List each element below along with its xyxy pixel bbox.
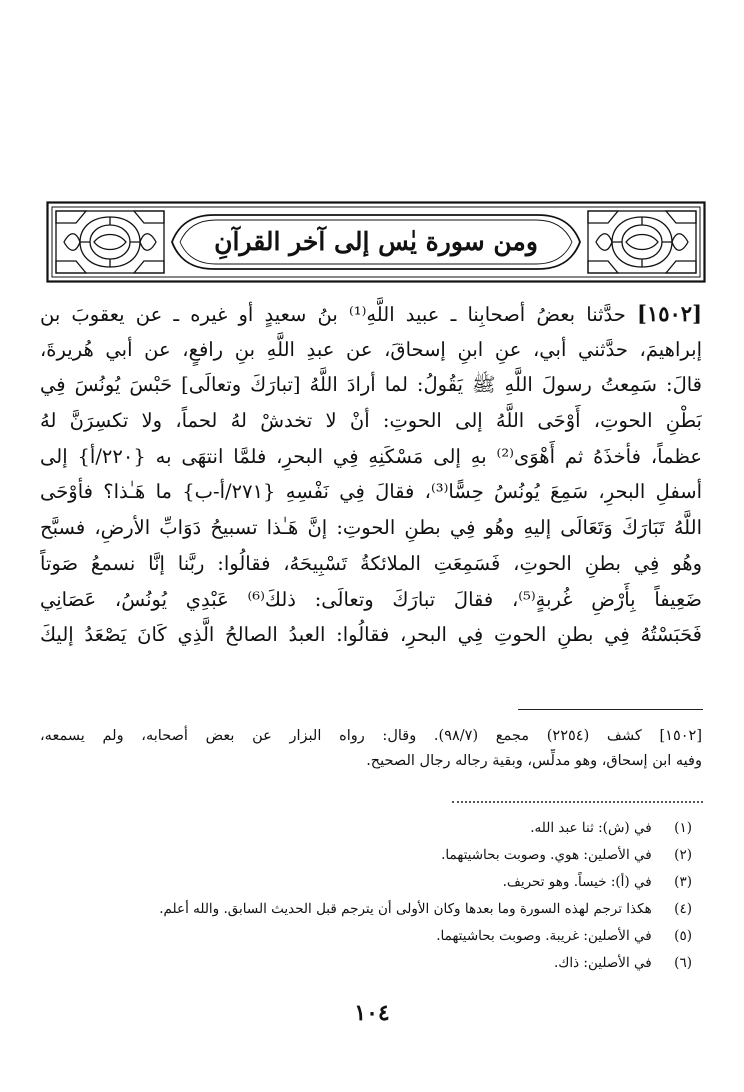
footnote-number: (٦)	[674, 955, 692, 971]
hadith-line: وهُو فِي بطنِ الحوتِ، فَسَمِعَتِ الملائكةُ تَسْبِيحَهُ، فقالُوا: ربَّنا إنَّا نسمعُ صَوتاً	[40, 551, 702, 575]
takhrij-line: [١٥٠٢] كشف (٢٢٥٤) مجمع (٩٨/٧). وقال: رواه البزار عن بعض أصحابه، ولم يسمعه،	[40, 728, 702, 744]
hadith-line: قالَ: سَمِعتُ رسولَ اللَّهِ ﷺ يَقُولُ: لما أرادَ اللَّهُ [تبارَكَ وتعالَى] حَبْسَ يُونُسَ فِي	[40, 373, 702, 397]
footnote-text: في (أ): خيساً. وهو تحريف.	[502, 874, 652, 890]
takhrij-note	[40, 724, 702, 774]
footnote-separator	[518, 709, 703, 710]
page-number: ١٠٤	[354, 1000, 390, 1026]
hadith-line: اللَّهُ تَبَارَكَ وَتَعَالَى إليهِ وهُو فِي بطنِ الحوتِ: إنَّ هَـٰذا تسبيحُ دَوَابِّ الأرضِ، فسبَّح	[40, 516, 702, 540]
footnote-number: (٥)	[674, 928, 692, 944]
chapter-title: ومن سورة يٰس إلى آخر القرآنِ	[214, 227, 538, 256]
hadith-line: بَطْنِ الحوتِ، أَوْحَى اللَّهُ إلى الحوتِ: أنْ لا تخدشْ لهُ لحماً، ولا تكسِرَنَّ لهُ	[40, 409, 702, 433]
dotted-separator	[452, 801, 703, 803]
footnote-item	[52, 815, 692, 842]
footnote-item	[52, 869, 692, 896]
footnote-item	[52, 923, 692, 950]
footnote-text: هكذا ترجم لهذه السورة وما بعدها وكان الأولى أن يترجم قبل الحديث السابق. والله أعلم.	[159, 901, 652, 917]
footnote-item	[52, 842, 692, 869]
footnote-number: (١)	[674, 820, 692, 836]
footnote-text: في الأصلين: ذاك.	[553, 955, 652, 971]
hadith-line-text: حدَّثنا بعضُ أصحابِنا ـ عبيد اللَّهِ⁽¹⁾ بنُ سعيدٍ أو غيره ـ عن يعقوبَ بن	[40, 303, 626, 326]
takhrij-line: وفيه ابن إسحاق، وهو مدلِّس، وبقية رجاله رجال الصحيح.	[366, 753, 702, 769]
hadith-text	[40, 296, 702, 653]
footnote-text: في (ش): ثنا عبد الله.	[530, 820, 652, 836]
hadith-line: إبراهيمَ، حدَّثني أبي، عنِ ابنِ إسحاقَ، عن عبدِ اللَّهِ بنِ رافعٍ، عن أبي هُريرةَ،	[40, 337, 702, 361]
hadith-line: أسفلِ البحرِ، سَمِعَ يُونُسُ حِسًّا⁽³⁾، فقالَ فِي نَفْسِهِ {٢٧١/أ-ب} ما هَـٰذا؟ فأوْحَى	[40, 480, 702, 504]
hadith-line: عظماً، فأخذَهُ ثم أَهْوَى⁽²⁾ بهِ إلى مَسْكَنِهِ فِي البحرِ، فلمَّا انتهَى به {٢٢٠/أ} إلى	[40, 444, 702, 468]
chapter-header-frame	[46, 201, 706, 283]
hadith-line: ضَعِيفاً بِأَرْضِ غُربةٍ⁽⁵⁾، فقالَ تبارَكَ وتعالَى: ذلكَ⁽⁶⁾ عَبْدِي يُونُسُ، عَصَانِي	[40, 587, 702, 611]
footnote-number: (٣)	[674, 874, 692, 890]
footnote-text: في الأصلين: هوي. وصوبت بحاشيتهما.	[441, 847, 652, 863]
footnote-item	[52, 896, 692, 923]
hadith-number: [١٥٠٢]	[637, 301, 702, 326]
footnote-text: في الأصلين: غريبة. وصوبت بحاشيتهما.	[436, 928, 652, 944]
footnote-number: (٢)	[674, 847, 692, 863]
footnote-item	[52, 950, 692, 977]
footnotes	[52, 815, 692, 977]
hadith-line: فَحَبَسْتُهُ فِي بطنِ الحوتِ فِي البحرِ، فقالُوا: العبدُ الصالحُ الَّذِي كَانَ يَصْعَدُ إليكَ	[40, 623, 702, 647]
hadith-line-1	[40, 296, 702, 332]
footnote-number: (٤)	[674, 901, 692, 917]
